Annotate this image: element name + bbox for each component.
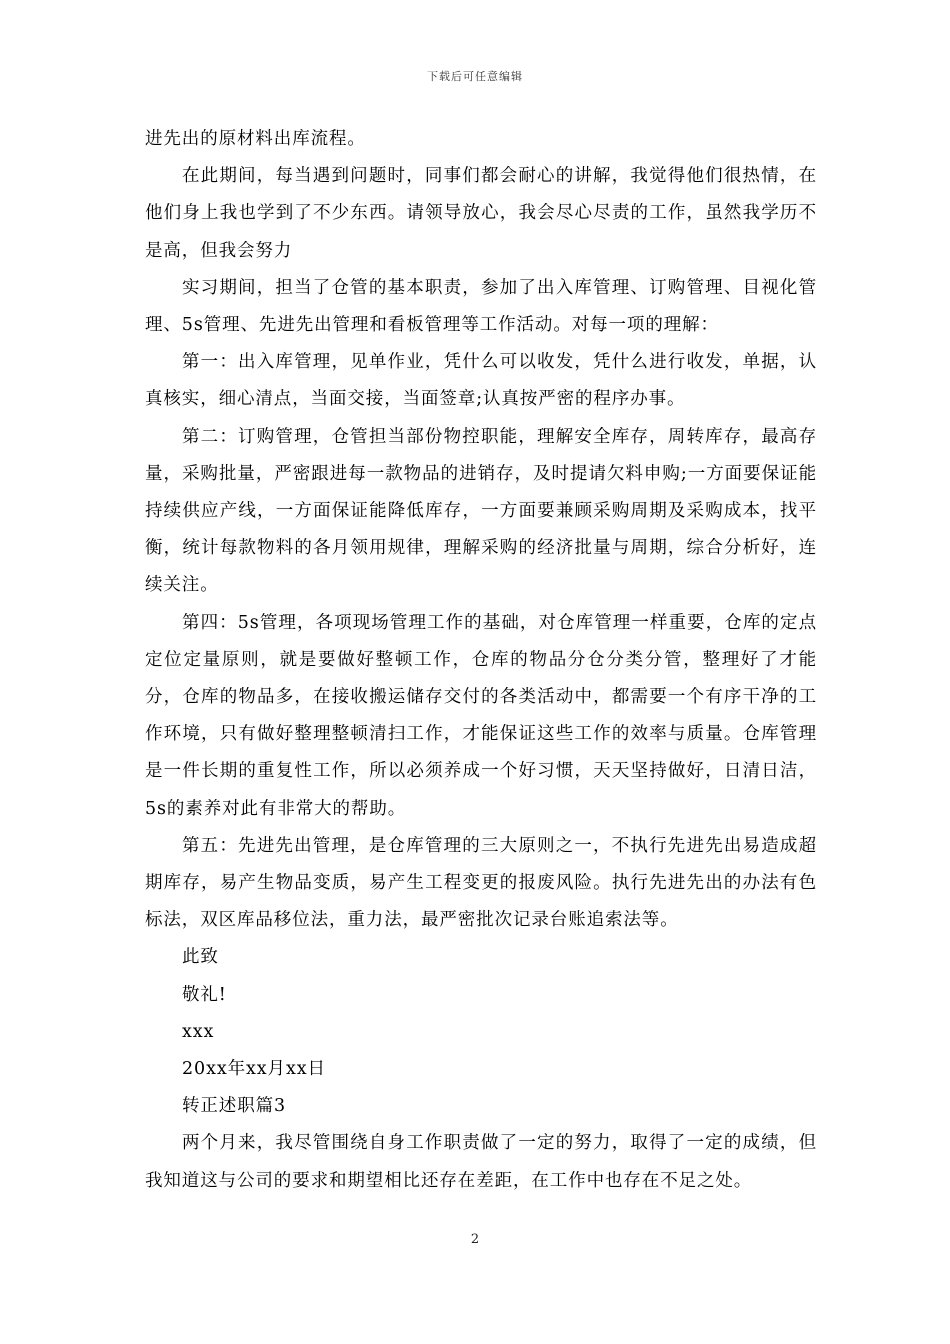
closing-regards: 敬礼! xyxy=(182,984,227,1005)
paragraph-6: 第四：5s管理，各项现场管理工作的基础，对仓库管理一样重要，仓库的定点定位定量原则，就是要做好整顿工作，仓库的物品分仓分类分管，整理好了才能分，仓库的物品多，在接收搬运储存交付的各类活动中，都需要一个有序干净的工作环境，只有做好整理整顿清扫工作，才能保证这些工作的效率与质量。仓库管理是一件长期的重复性工作，所以必须养成一个好习惯，天天坚持做好，日清日洁，5s的素养对此有非常大的帮助。 xyxy=(145,612,817,819)
page-number: 2 xyxy=(470,1232,480,1247)
paragraph-2: 在此期间，每当遇到问题时，同事们都会耐心的讲解，我觉得他们很热情，在他们身上我也学到了不少东西。请领导放心，我会尽心尽责的工作，虽然我学历不是高，但我会努力 xyxy=(145,166,817,261)
section-title: 转正述职篇3 xyxy=(182,1096,287,1117)
paragraph-1: 进先出的原材料出库流程。 xyxy=(145,129,366,149)
paragraph-4: 第一：出入库管理，见单作业，凭什么可以收发，凭什么进行收发，单据，认真核实，细心清点，当面交接，当面签章;认真按严密的程序办事。 xyxy=(145,352,817,410)
signature-date: 20xx年xx月xx日 xyxy=(182,1059,326,1080)
paragraph-5: 第二：订购管理，仓管担当部份物控职能，理解安全库存，周转库存，最高存量，采购批量，严密跟进每一款物品的进销存，及时提请欠料申购;一方面要保证能持续供应产线，一方面保证能降低库存，一方面要兼顾采购周期及采购成本，找平衡，统计每款物料的各月领用规律，理解采购的经济批量与周期，综合分析好，连续关注。 xyxy=(145,426,817,596)
paragraph-3: 实习期间，担当了仓管的基本职责，参加了出入库管理、订购管理、目视化管理、5s管理、先进先出管理和看板管理等工作活动。对每一项的理解： xyxy=(145,277,817,336)
page-header-watermark: 下载后可任意编辑 xyxy=(427,70,523,83)
paragraph-8: 两个月来，我尽管围绕自身工作职责做了一定的努力，取得了一定的成绩，但我知道这与公司的要求和期望相比还存在差距，在工作中也存在不足之处。 xyxy=(145,1133,817,1191)
paragraph-7: 第五：先进先出管理，是仓库管理的三大原则之一，不执行先进先出易造成超期库存，易产生物品变质，易产生工程变更的报废风险。执行先进先出的办法有色标法，双区库品移位法，重力法，最严密批次记录台账追索法等。 xyxy=(145,835,817,931)
signature-name: xxx xyxy=(182,1021,215,1042)
document-body xyxy=(145,121,817,1200)
closing-salutation: 此致 xyxy=(182,947,219,968)
